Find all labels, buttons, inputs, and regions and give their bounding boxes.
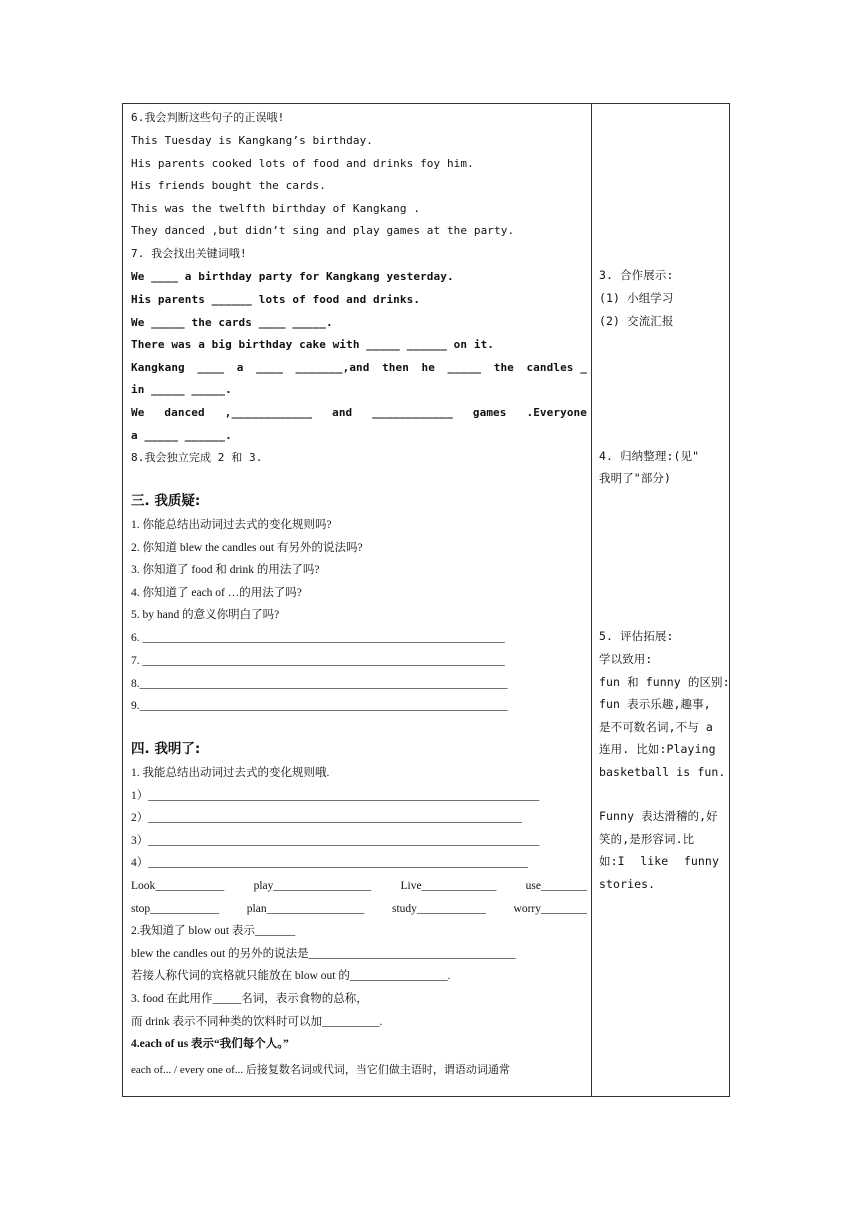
question-5: 5. by hand 的意义你明白了吗? (131, 609, 280, 621)
word: ____ (197, 361, 225, 374)
step-5-sub: 学以致用: (599, 652, 653, 666)
food-line: 3. food 在此用作_____名词，表示食物的总称， (131, 993, 368, 1005)
keyword-line-1: We ____ a birthday party for Kangkang yesterday. (131, 270, 454, 283)
blank-line-8: 8.________________________________________________________________ (131, 678, 508, 690)
verb-blank: worry________ (513, 903, 587, 915)
fun-line-2: fun 表示乐趣,趣事, (599, 697, 711, 711)
question-1: 1. 你能总结出动词过去式的变化规则吗? (131, 519, 332, 531)
word: ,____________ (224, 406, 313, 419)
keyword-line-3: We _____ the cards ____ _____. (131, 316, 333, 329)
understand-1: 1. 我能总结出动词过去式的变化规则哦. (131, 767, 330, 779)
heading-understand: 四. 我明了: (131, 741, 201, 757)
keyword-line-5 (131, 360, 587, 376)
rule-blank-4: 4）__________________________________________________________________ (131, 857, 528, 869)
step-4-line-1: 4. 归纳整理:(见" (599, 449, 700, 463)
each-of-rule: each of... / every one of... 后接复数名词或代词，当它们做主语时，谓语动词通常 (131, 1064, 510, 1076)
word: funny (683, 854, 719, 868)
word: ____________ (372, 406, 453, 419)
word: .Everyone (526, 406, 587, 419)
section-6-title: 6.我会判断这些句子的正误哦! (131, 111, 285, 124)
blow-out-line: 2.我知道了 blow out 表示_______ (131, 925, 296, 937)
word: then (382, 361, 409, 374)
judge-sentence-4: This was the twelfth birthday of Kangkang . (131, 202, 421, 215)
question-2: 2. 你知道 blew the candles out 有另外的说法吗? (131, 542, 363, 554)
judge-sentence-3: His friends bought the cards. (131, 179, 326, 192)
word: and (332, 406, 353, 419)
blank-line-7: 7. _______________________________________________________________ (131, 655, 505, 667)
word: he (421, 361, 435, 374)
rule-blank-1: 1）____________________________________________________________________ (131, 790, 540, 802)
judge-sentence-2: His parents cooked lots of food and drinks foy him. (131, 157, 474, 170)
word: _____ (447, 361, 482, 374)
keyword-line-8: a _____ ______. (131, 429, 232, 442)
keyword-line-6: in _____ _____. (131, 383, 232, 396)
word: We (131, 406, 145, 419)
funny-line-3 (599, 853, 719, 869)
word: danced (164, 406, 205, 419)
lesson-table (122, 103, 730, 1097)
word: _______,and (295, 361, 370, 374)
keyword-line-4: There was a big birthday cake with _____ ______ on it. (131, 338, 495, 351)
judge-sentence-1: This Tuesday is Kangkang’s birthday. (131, 134, 374, 147)
keyword-line-2: His parents ______ lots of food and drinks. (131, 293, 421, 306)
verb-blank: use________ (525, 880, 587, 892)
funny-line-4: stories. (599, 877, 656, 891)
pronoun-line: 若接人称代词的宾格就只能放在 blow out 的_________________. (131, 970, 451, 982)
verb-row-2 (131, 901, 587, 917)
each-of-us-line: 4.each of us 表示“我们每个人。” (131, 1038, 289, 1050)
rule-blank-3: 3）____________________________________________________________________ (131, 835, 540, 847)
verb-blank: Live_____________ (400, 880, 497, 892)
column-divider (591, 104, 592, 1096)
verb-blank: Look____________ (131, 880, 225, 892)
step-3-title: 3. 合作展示: (599, 268, 674, 282)
step-5-title: 5. 评估拓展: (599, 629, 674, 643)
section-7-title: 7. 我会找出关键词哦! (131, 247, 247, 260)
fun-line-1: fun 和 funny 的区别: (599, 675, 730, 689)
fun-line-5: basketball is fun. (599, 765, 726, 779)
word: a (236, 361, 244, 374)
judge-sentence-5: They danced ,but didn’t sing and play games at the party. (131, 224, 515, 237)
verb-blank: plan_________________ (246, 903, 365, 915)
blank-line-9: 9.________________________________________________________________ (131, 700, 508, 712)
funny-line-2: 笑的,是形容词.比 (599, 832, 695, 846)
word: like (640, 854, 669, 868)
verb-blank: stop____________ (131, 903, 220, 915)
word: ____ (256, 361, 283, 374)
heading-question: 三. 我质疑: (131, 493, 201, 509)
fun-line-3: 是不可数名词,不与 a (599, 720, 713, 734)
blank-line-6: 6. _______________________________________________________________ (131, 632, 505, 644)
blew-candles-line: blew the candles out 的另外的说法是____________________________________ (131, 948, 516, 960)
word: 如:I (599, 854, 625, 868)
drink-line: 而 drink 表示不同种类的饮料时可以加__________. (131, 1016, 383, 1028)
word: the (493, 361, 514, 374)
fun-line-4: 连用. 比如:Playing (599, 742, 716, 756)
question-4: 4. 你知道了 each of …的用法了吗? (131, 587, 302, 599)
step-4-line-2: 我明了"部分) (599, 471, 672, 485)
word: Kangkang (131, 361, 185, 374)
word: candles _ (526, 361, 587, 374)
rule-blank-2: 2）_________________________________________________________________ (131, 812, 522, 824)
keyword-line-7 (131, 405, 587, 421)
verb-blank: play_________________ (253, 880, 372, 892)
step-3-item-2: (2) 交流汇报 (599, 314, 674, 328)
funny-line-1: Funny 表达滑稽的,好 (599, 809, 718, 823)
word: games (472, 406, 507, 419)
verb-blank: study____________ (391, 903, 486, 915)
section-8-line: 8.我会独立完成 2 和 3. (131, 451, 263, 464)
question-3: 3. 你知道了 food 和 drink 的用法了吗? (131, 564, 320, 576)
step-3-item-1: (1) 小组学习 (599, 291, 674, 305)
verb-row-1 (131, 878, 587, 894)
